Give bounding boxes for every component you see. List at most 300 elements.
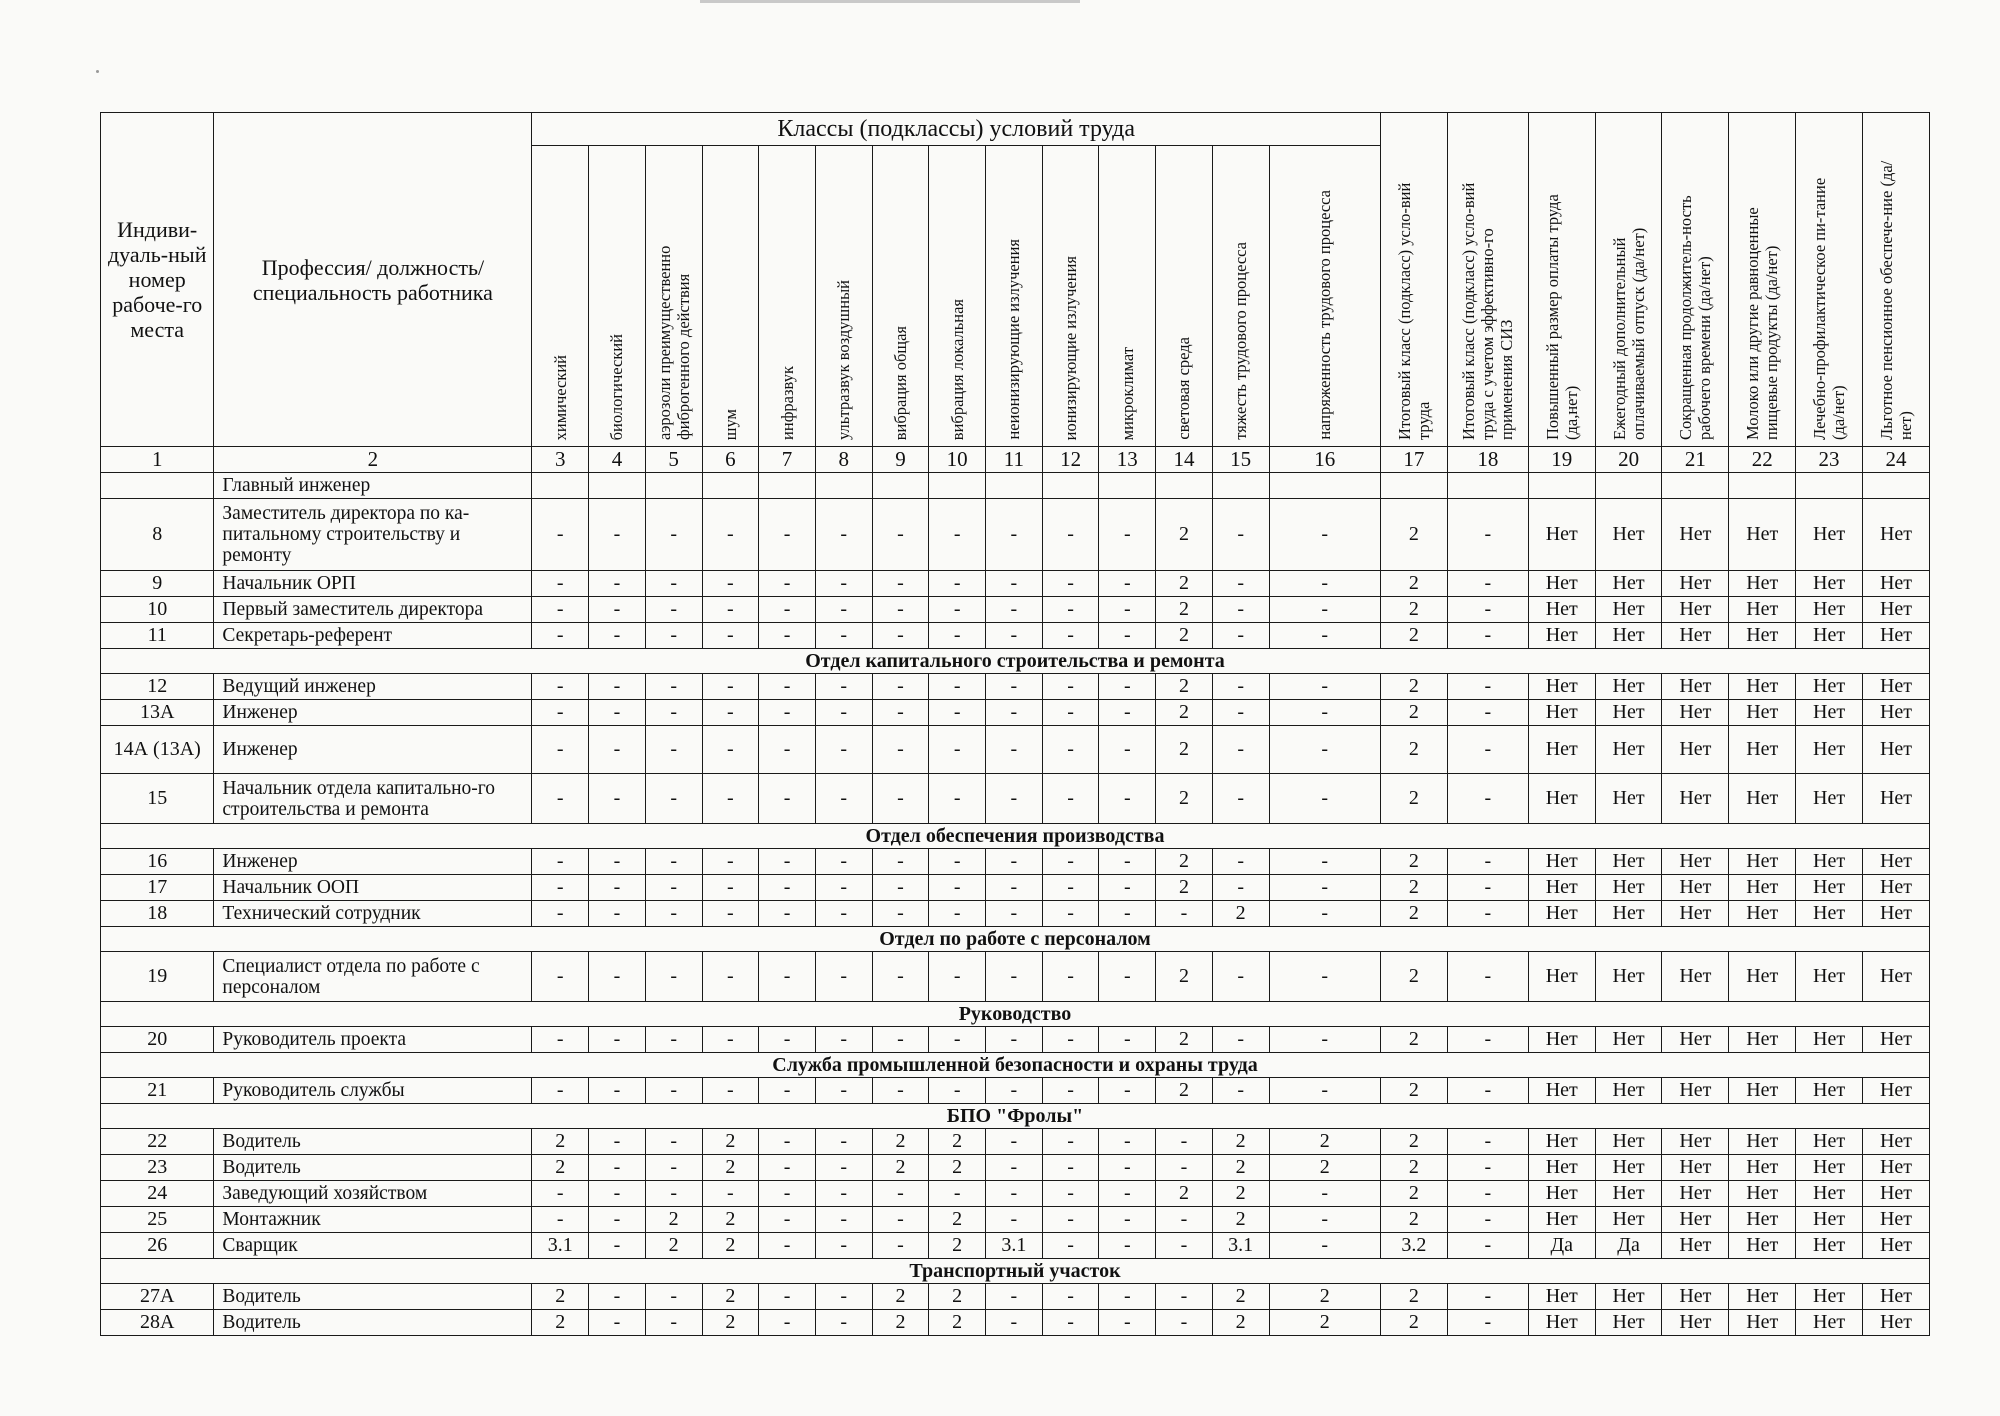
table-row — [101, 1155, 1930, 1181]
profession-name: Секретарь-референт — [214, 623, 532, 649]
table-cell: Нет — [1595, 774, 1662, 824]
table-cell: 2 — [1381, 1129, 1448, 1155]
table-cell: - — [645, 623, 702, 649]
section-title: Отдел капитального строительства и ремонта — [101, 649, 1930, 674]
table-cell: Нет — [1595, 1207, 1662, 1233]
table-cell: - — [1099, 875, 1156, 901]
table-cell: Нет — [1662, 597, 1729, 623]
table-cell: Нет — [1729, 1310, 1796, 1336]
table-cell: - — [759, 774, 816, 824]
table-cell: - — [589, 901, 646, 927]
table-cell: - — [759, 597, 816, 623]
table-cell: - — [1042, 952, 1099, 1002]
table-cell: 2 — [1381, 1181, 1448, 1207]
table-cell: - — [1212, 571, 1269, 597]
table-cell: - — [986, 571, 1043, 597]
table-cell: - — [645, 1310, 702, 1336]
table-row — [101, 623, 1930, 649]
table-cell: 2 — [1381, 1078, 1448, 1104]
table-cell: - — [872, 774, 929, 824]
table-cell: Нет — [1796, 849, 1863, 875]
col-header-profession: Профессия/ должность/ специальность работника — [214, 113, 532, 447]
section-row — [101, 1104, 1930, 1129]
table-cell: Нет — [1862, 952, 1929, 1002]
workplace-number: 24 — [101, 1181, 214, 1207]
table-cell: - — [759, 1233, 816, 1259]
table-cell: Нет — [1862, 623, 1929, 649]
col-header-number: Индиви-дуаль-ный номер рабоче-го места — [101, 113, 214, 447]
table-cell: - — [1447, 1027, 1528, 1053]
table-cell: 2 — [1156, 1078, 1213, 1104]
table-cell: - — [645, 849, 702, 875]
table-cell: Нет — [1595, 623, 1662, 649]
table-cell: - — [986, 849, 1043, 875]
column-number: 15 — [1212, 447, 1269, 473]
profession-name: Начальник ООП — [214, 875, 532, 901]
table-cell: - — [986, 597, 1043, 623]
profession-name: Ведущий инженер — [214, 674, 532, 700]
table-cell — [1729, 473, 1796, 499]
factor-header-7: вибрация локальная — [929, 146, 986, 447]
scan-dot — [96, 70, 99, 73]
table-cell: - — [872, 726, 929, 774]
workplace-number: 23 — [101, 1155, 214, 1181]
column-number: 23 — [1796, 447, 1863, 473]
table-cell: - — [986, 1284, 1043, 1310]
table-cell: Нет — [1796, 901, 1863, 927]
table-cell: - — [986, 623, 1043, 649]
table-cell: Нет — [1862, 1181, 1929, 1207]
table-cell: Нет — [1662, 1181, 1729, 1207]
table-cell: - — [1099, 1078, 1156, 1104]
table-cell: Нет — [1862, 726, 1929, 774]
table-cell: Нет — [1862, 1129, 1929, 1155]
table-cell: - — [1042, 1207, 1099, 1233]
table-cell: - — [532, 571, 589, 597]
table-cell: - — [872, 1181, 929, 1207]
table-cell: 2 — [1156, 499, 1213, 571]
table-cell: Нет — [1862, 571, 1929, 597]
table-row — [101, 1233, 1930, 1259]
workplace-number: 21 — [101, 1078, 214, 1104]
table-cell: 2 — [1381, 952, 1448, 1002]
table-cell: - — [929, 774, 986, 824]
table-cell: Нет — [1595, 1181, 1662, 1207]
table-cell — [532, 473, 589, 499]
table-cell: 2 — [929, 1207, 986, 1233]
table-cell: Нет — [1595, 849, 1662, 875]
section-row — [101, 927, 1930, 952]
table-cell: - — [929, 1181, 986, 1207]
table-cell: - — [815, 726, 872, 774]
table-cell: - — [1212, 849, 1269, 875]
table-cell: - — [1156, 901, 1213, 927]
table-cell: Нет — [1729, 952, 1796, 1002]
table-cell: Нет — [1862, 1155, 1929, 1181]
section-row — [101, 1002, 1930, 1027]
profession-name: Технический сотрудник — [214, 901, 532, 927]
profession-name: Водитель — [214, 1310, 532, 1336]
table-cell: 2 — [702, 1310, 759, 1336]
table-cell: Нет — [1729, 499, 1796, 571]
table-cell: Нет — [1595, 1129, 1662, 1155]
table-cell: - — [929, 901, 986, 927]
column-number: 19 — [1528, 447, 1595, 473]
table-cell: Нет — [1862, 700, 1929, 726]
table-cell: - — [1269, 849, 1380, 875]
table-cell: 3.1 — [1212, 1233, 1269, 1259]
workplace-number: 16 — [101, 849, 214, 875]
table-cell: Нет — [1528, 597, 1595, 623]
table-cell: - — [589, 674, 646, 700]
factor-header-8: неионизирующие излучения — [986, 146, 1043, 447]
table-cell: 2 — [1381, 571, 1448, 597]
table-cell: - — [1269, 1181, 1380, 1207]
table-cell: - — [589, 700, 646, 726]
table-cell: - — [589, 1155, 646, 1181]
table-cell: - — [1042, 499, 1099, 571]
table-cell: - — [589, 1078, 646, 1104]
col-header-extra-7: Льготное пенсионное обеспече-ние (да/нет) — [1862, 113, 1929, 447]
table-cell: 2 — [929, 1155, 986, 1181]
workplace-number: 22 — [101, 1129, 214, 1155]
table-cell: - — [1447, 1310, 1528, 1336]
table-cell — [1381, 473, 1448, 499]
table-cell — [1662, 473, 1729, 499]
table-cell: - — [815, 674, 872, 700]
table-cell: - — [815, 1181, 872, 1207]
table-cell: - — [702, 499, 759, 571]
table-cell: - — [872, 623, 929, 649]
table-cell: - — [872, 901, 929, 927]
table-cell: - — [1212, 726, 1269, 774]
table-cell: - — [589, 1284, 646, 1310]
column-number: 17 — [1381, 447, 1448, 473]
workplace-number: 15 — [101, 774, 214, 824]
table-cell: Да — [1528, 1233, 1595, 1259]
table-cell: 2 — [1269, 1310, 1380, 1336]
table-cell: - — [1447, 499, 1528, 571]
table-cell: 2 — [1269, 1284, 1380, 1310]
table-cell: - — [532, 875, 589, 901]
profession-name: Заместитель директора по ка-питальному строительству и ремонту — [214, 499, 532, 571]
profession-name: Заведующий хозяйством — [214, 1181, 532, 1207]
table-cell: - — [759, 499, 816, 571]
table-cell — [645, 473, 702, 499]
table-cell: Нет — [1528, 499, 1595, 571]
table-cell: - — [759, 1207, 816, 1233]
table-cell: - — [929, 849, 986, 875]
table-cell: Нет — [1862, 674, 1929, 700]
table-cell: Нет — [1528, 1078, 1595, 1104]
table-cell: - — [1042, 623, 1099, 649]
table-cell: - — [1156, 1129, 1213, 1155]
factor-header-12: тяжесть трудового процесса — [1212, 146, 1269, 447]
table-cell: Нет — [1729, 1207, 1796, 1233]
table-cell: 2 — [1156, 1027, 1213, 1053]
table-cell: - — [759, 901, 816, 927]
table-cell: - — [1269, 571, 1380, 597]
factor-header-13: напряженность трудового процесса — [1269, 146, 1380, 447]
table-cell: - — [1212, 875, 1269, 901]
table-cell: Нет — [1595, 1310, 1662, 1336]
table-cell: Нет — [1528, 774, 1595, 824]
table-cell: - — [1042, 849, 1099, 875]
table-row — [101, 499, 1930, 571]
table-cell: Нет — [1796, 1207, 1863, 1233]
table-cell: - — [1447, 1284, 1528, 1310]
table-cell: - — [702, 1181, 759, 1207]
table-cell: - — [815, 1284, 872, 1310]
factor-header-10: микроклимат — [1099, 146, 1156, 447]
table-cell: - — [1099, 901, 1156, 927]
table-cell: - — [589, 1207, 646, 1233]
table-cell: - — [645, 700, 702, 726]
profession-name: Водитель — [214, 1284, 532, 1310]
column-number: 12 — [1042, 447, 1099, 473]
table-cell: - — [1099, 1155, 1156, 1181]
section-title: Отдел обеспечения производства — [101, 824, 1930, 849]
table-cell: - — [929, 726, 986, 774]
table-cell: - — [929, 597, 986, 623]
table-cell: 2 — [1381, 1310, 1448, 1336]
table-cell: 2 — [872, 1129, 929, 1155]
workplace-number: 14А (13А) — [101, 726, 214, 774]
table-cell: Нет — [1729, 726, 1796, 774]
table-cell: 2 — [702, 1233, 759, 1259]
table-cell: Нет — [1662, 1129, 1729, 1155]
table-cell: Нет — [1729, 623, 1796, 649]
table-cell: Нет — [1662, 499, 1729, 571]
table-cell — [1099, 473, 1156, 499]
table-cell: - — [1269, 700, 1380, 726]
table-cell: - — [815, 499, 872, 571]
table-cell: - — [1447, 1155, 1528, 1181]
table-cell: Нет — [1862, 1207, 1929, 1233]
table-cell: 2 — [1381, 901, 1448, 927]
table-cell: Нет — [1595, 901, 1662, 927]
table-cell: 2 — [1381, 726, 1448, 774]
factor-header-9: ионизирующие излучения — [1042, 146, 1099, 447]
workplace-number: 19 — [101, 952, 214, 1002]
table-cell: Нет — [1796, 1155, 1863, 1181]
profession-name: Водитель — [214, 1155, 532, 1181]
table-cell: - — [589, 597, 646, 623]
table-cell: - — [1099, 571, 1156, 597]
table-cell: Нет — [1662, 849, 1729, 875]
table-cell: Нет — [1796, 499, 1863, 571]
table-cell: - — [1212, 700, 1269, 726]
table-cell: - — [1447, 623, 1528, 649]
table-cell: - — [589, 571, 646, 597]
table-cell: - — [759, 1155, 816, 1181]
table-cell: - — [986, 774, 1043, 824]
work-conditions-table — [100, 112, 1930, 1336]
table-cell: - — [532, 499, 589, 571]
profession-name: Инженер — [214, 726, 532, 774]
table-cell: - — [1447, 849, 1528, 875]
table-cell: Нет — [1595, 571, 1662, 597]
table-cell: - — [1099, 1233, 1156, 1259]
table-cell: Нет — [1796, 1027, 1863, 1053]
table-cell: Нет — [1862, 1078, 1929, 1104]
table-cell: - — [589, 1310, 646, 1336]
table-cell: - — [1447, 901, 1528, 927]
col-header-extra-0: Итоговый класс (подкласс) усло-вий труда — [1381, 113, 1448, 447]
table-cell: Нет — [1729, 875, 1796, 901]
table-cell: - — [645, 1155, 702, 1181]
table-cell: Нет — [1595, 875, 1662, 901]
table-cell: Нет — [1862, 849, 1929, 875]
table-cell: - — [815, 1310, 872, 1336]
table-cell: - — [1099, 674, 1156, 700]
section-row — [101, 649, 1930, 674]
table-cell: 2 — [1381, 597, 1448, 623]
table-cell: - — [815, 774, 872, 824]
table-cell: - — [589, 726, 646, 774]
table-cell: - — [929, 700, 986, 726]
table-cell: - — [929, 1078, 986, 1104]
col-header-extra-5: Молоко или другие равноценные пищевые продукты (да/нет) — [1729, 113, 1796, 447]
table-cell: Нет — [1595, 674, 1662, 700]
profession-name: Специалист отдела по работе с персоналом — [214, 952, 532, 1002]
table-cell: Нет — [1796, 1284, 1863, 1310]
table-cell: - — [589, 952, 646, 1002]
table-cell: - — [872, 700, 929, 726]
table-cell: - — [645, 1078, 702, 1104]
table-row — [101, 726, 1930, 774]
table-cell: 2 — [702, 1155, 759, 1181]
table-cell: - — [1447, 700, 1528, 726]
table-cell: Нет — [1662, 700, 1729, 726]
table-cell: - — [929, 571, 986, 597]
table-cell: - — [815, 901, 872, 927]
table-cell: - — [1042, 700, 1099, 726]
table-cell: - — [589, 1181, 646, 1207]
table-cell: - — [815, 571, 872, 597]
table-cell: - — [929, 952, 986, 1002]
table-cell: - — [1099, 1181, 1156, 1207]
column-number: 21 — [1662, 447, 1729, 473]
table-cell: - — [1042, 875, 1099, 901]
column-number: 2 — [214, 447, 532, 473]
table-cell: - — [1099, 1284, 1156, 1310]
table-cell: Нет — [1528, 700, 1595, 726]
table-cell: - — [986, 952, 1043, 1002]
table-cell: - — [872, 1027, 929, 1053]
table-cell: Нет — [1729, 849, 1796, 875]
table-cell: 2 — [1156, 700, 1213, 726]
table-cell: - — [759, 571, 816, 597]
table-cell: - — [1042, 1310, 1099, 1336]
scan-artifact — [700, 0, 1080, 3]
profession-name: Главный инженер — [214, 473, 532, 499]
column-number: 9 — [872, 447, 929, 473]
table-cell: Нет — [1528, 1207, 1595, 1233]
table-cell: - — [1269, 1027, 1380, 1053]
table-cell: Нет — [1729, 901, 1796, 927]
table-cell: - — [1269, 1078, 1380, 1104]
table-cell: - — [1099, 1207, 1156, 1233]
table-cell: - — [1447, 1233, 1528, 1259]
table-cell: - — [532, 901, 589, 927]
column-number: 13 — [1099, 447, 1156, 473]
table-cell: 2 — [532, 1310, 589, 1336]
table-cell: 2 — [1381, 674, 1448, 700]
table-cell: - — [815, 623, 872, 649]
table-cell: - — [1099, 1310, 1156, 1336]
workplace-number: 28А — [101, 1310, 214, 1336]
col-header-extra-4: Сокращенная продолжитель-ность рабочего времени (да/нет) — [1662, 113, 1729, 447]
table-cell: - — [589, 1233, 646, 1259]
table-cell: - — [759, 726, 816, 774]
table-cell: - — [1099, 499, 1156, 571]
table-cell: Нет — [1595, 1155, 1662, 1181]
table-cell — [702, 473, 759, 499]
table-cell: - — [986, 1181, 1043, 1207]
table-row — [101, 1027, 1930, 1053]
table-cell: 2 — [1212, 1181, 1269, 1207]
table-cell: - — [532, 1207, 589, 1233]
table-cell: - — [1042, 1027, 1099, 1053]
column-number: 18 — [1447, 447, 1528, 473]
col-header-extra-6: Лечебно-профилактическое пи-тание (да/нет) — [1796, 113, 1863, 447]
workplace-number: 25 — [101, 1207, 214, 1233]
section-title: Руководство — [101, 1002, 1930, 1027]
profession-name: Начальник отдела капитально-го строительства и ремонта — [214, 774, 532, 824]
column-number: 8 — [815, 447, 872, 473]
table-cell: - — [1042, 1181, 1099, 1207]
table-cell: - — [759, 1078, 816, 1104]
table-cell: 2 — [1156, 774, 1213, 824]
table-cell — [1212, 473, 1269, 499]
table-cell: 2 — [929, 1129, 986, 1155]
table-cell: Нет — [1796, 726, 1863, 774]
table-cell: - — [1099, 700, 1156, 726]
table-cell: - — [929, 623, 986, 649]
table-cell: 2 — [1212, 1207, 1269, 1233]
table-cell: 2 — [1156, 726, 1213, 774]
workplace-number: 18 — [101, 901, 214, 927]
factor-header-0: химический — [532, 146, 589, 447]
table-cell: 2 — [929, 1310, 986, 1336]
workplace-number — [101, 473, 214, 499]
table-cell: 2 — [702, 1129, 759, 1155]
table-cell: - — [872, 674, 929, 700]
section-title: БПО "Фролы" — [101, 1104, 1930, 1129]
factor-header-2: аэрозоли преимущественно фиброгенного действия — [645, 146, 702, 447]
table-cell: 3.1 — [532, 1233, 589, 1259]
table-cell: Нет — [1595, 1284, 1662, 1310]
table-row — [101, 849, 1930, 875]
table-cell: 2 — [645, 1233, 702, 1259]
table-cell: - — [702, 1078, 759, 1104]
table-cell: - — [1099, 1027, 1156, 1053]
table-cell: - — [1156, 1310, 1213, 1336]
table-cell: 3.1 — [986, 1233, 1043, 1259]
table-cell: - — [815, 1027, 872, 1053]
table-cell: Нет — [1662, 571, 1729, 597]
table-row — [101, 1078, 1930, 1104]
table-cell: - — [1447, 1129, 1528, 1155]
table-row — [101, 473, 1930, 499]
workplace-number: 20 — [101, 1027, 214, 1053]
factor-header-6: вибрация общая — [872, 146, 929, 447]
table-cell: 2 — [1156, 571, 1213, 597]
table-row — [101, 1284, 1930, 1310]
table-cell: - — [1447, 1078, 1528, 1104]
table-cell: - — [986, 1155, 1043, 1181]
